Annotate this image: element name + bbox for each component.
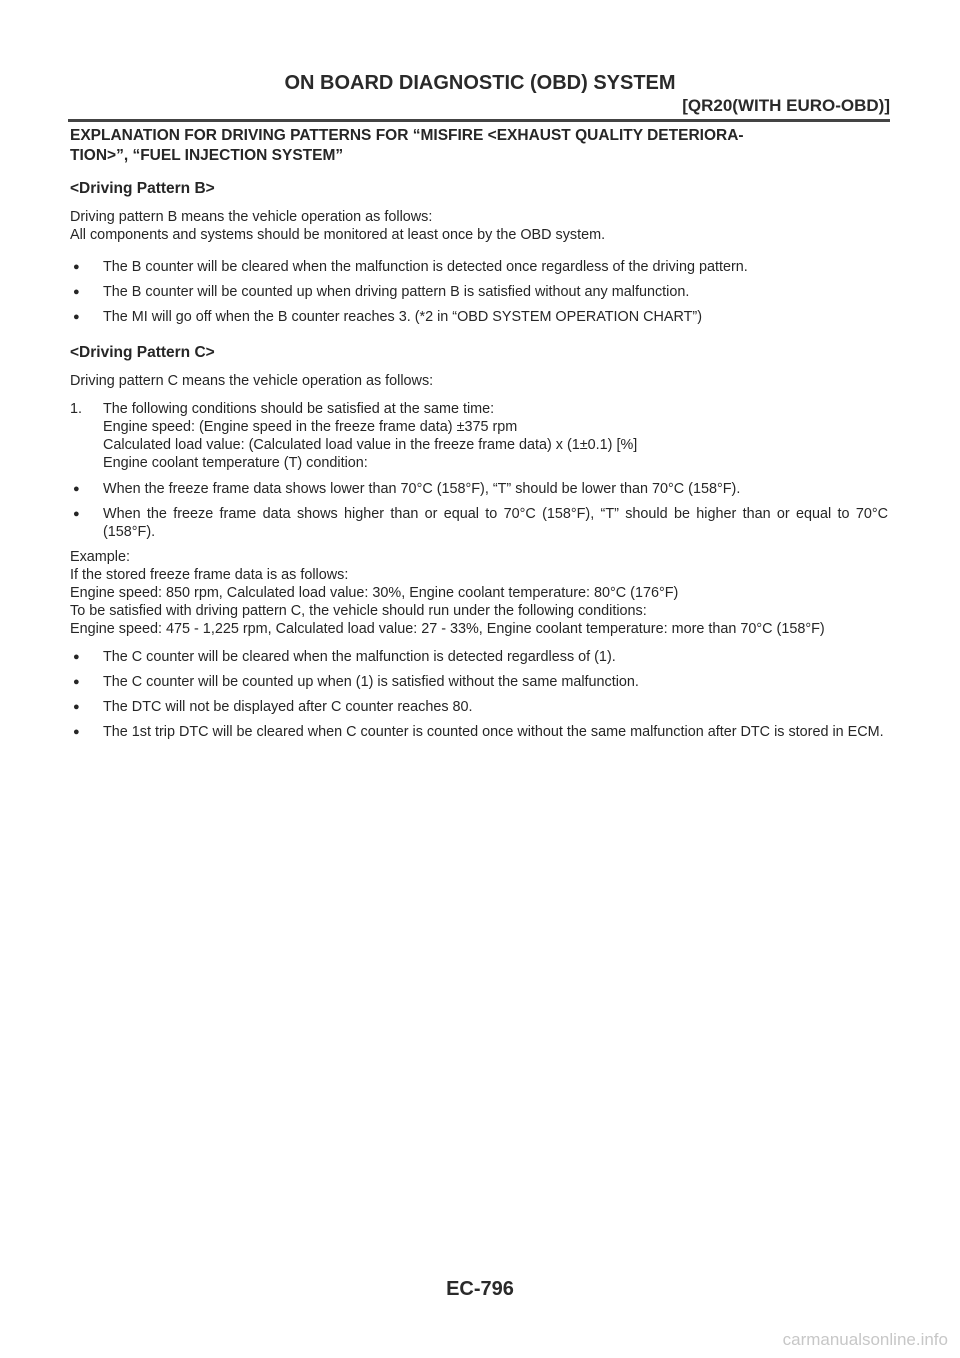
temp-condition-bullet bbox=[70, 480, 888, 498]
pattern-b-bullet-text: The B counter will be counted up when driving pattern B is satisfied without any malfunction. bbox=[103, 284, 690, 300]
step-1-line: Engine coolant temperature (T) condition: bbox=[103, 455, 368, 471]
pattern-b-intro-line-1: Driving pattern B means the vehicle operation as follows: bbox=[70, 209, 433, 225]
pattern-c-bullet-text: The 1st trip DTC will be cleared when C counter is counted once without the same malfunction after DTC is stored in ECM. bbox=[103, 724, 884, 740]
pattern-b-bullet bbox=[70, 258, 888, 276]
pattern-c-bullet-text: The C counter will be counted up when (1) is satisfied without the same malfunction. bbox=[103, 674, 639, 690]
step-1-line: Engine speed: (Engine speed in the freeze frame data) ±375 rpm bbox=[103, 419, 518, 435]
pattern-b-intro bbox=[70, 208, 888, 244]
example-label: Example: bbox=[70, 549, 130, 565]
page-content bbox=[70, 126, 888, 748]
bullet-icon: ● bbox=[73, 508, 80, 520]
section-title-line-2: TION>”, “FUEL INJECTION SYSTEM” bbox=[70, 147, 344, 164]
page-header-title: ON BOARD DIAGNOSTIC (OBD) SYSTEM bbox=[284, 72, 676, 94]
pattern-b-bullet-text: The B counter will be cleared when the malfunction is detected once regardless of the driving pattern. bbox=[103, 259, 748, 275]
section-title-line-1: EXPLANATION FOR DRIVING PATTERNS FOR “MISFIRE <EXHAUST QUALITY DETERIORA- bbox=[70, 127, 744, 144]
pattern-c-bullet bbox=[70, 723, 888, 741]
pattern-b-bullet bbox=[70, 308, 888, 326]
example-line: If the stored freeze frame data is as follows: bbox=[70, 567, 349, 583]
temp-condition-text: When the freeze frame data shows lower than 70°C (158°F), “T” should be lower than 70°C (158°F). bbox=[103, 481, 741, 497]
bullet-icon: ● bbox=[73, 286, 80, 298]
step-1-line: Calculated load value: (Calculated load value in the freeze frame data) x (1±0.1) [%] bbox=[103, 437, 638, 453]
page-header-subtitle: [QR20(WITH EURO-OBD)] bbox=[682, 96, 890, 115]
example-block bbox=[70, 548, 888, 638]
bullet-icon: ● bbox=[73, 311, 80, 323]
bullet-icon: ● bbox=[73, 483, 80, 495]
pattern-c-bullet-text: The C counter will be cleared when the malfunction is detected regardless of (1). bbox=[103, 649, 616, 665]
pattern-b-intro-line-2: All components and systems should be monitored at least once by the OBD system. bbox=[70, 227, 606, 243]
pattern-b-bullet bbox=[70, 283, 888, 301]
page-number: EC-796 bbox=[446, 1278, 514, 1300]
bullet-icon: ● bbox=[73, 651, 80, 663]
pattern-c-heading: <Driving Pattern C> bbox=[70, 344, 215, 361]
temp-condition-text: When the freeze frame data shows higher than or equal to 70°C (158°F), “T” should be higher than or equal to 70°C (158°F). bbox=[103, 506, 888, 540]
pattern-b-heading: <Driving Pattern B> bbox=[70, 180, 215, 197]
bullet-icon: ● bbox=[73, 726, 80, 738]
pattern-c-bullet bbox=[70, 698, 888, 716]
example-line: To be satisfied with driving pattern C, the vehicle should run under the following conditions: bbox=[70, 603, 647, 619]
step-1-line: The following conditions should be satisfied at the same time: bbox=[103, 401, 495, 417]
section-title bbox=[70, 126, 888, 166]
bullet-icon: ● bbox=[73, 701, 80, 713]
pattern-c-intro: Driving pattern C means the vehicle operation as follows: bbox=[70, 373, 434, 389]
bullet-icon: ● bbox=[73, 676, 80, 688]
bullet-icon: ● bbox=[73, 261, 80, 273]
pattern-b-bullet-text: The MI will go off when the B counter reaches 3. (*2 in “OBD SYSTEM OPERATION CHART”) bbox=[103, 309, 703, 325]
pattern-c-bullet bbox=[70, 648, 888, 666]
pattern-c-bullet-text: The DTC will not be displayed after C counter reaches 80. bbox=[103, 699, 473, 715]
pattern-c-step-1 bbox=[70, 400, 888, 472]
pattern-c-bullet bbox=[70, 673, 888, 691]
example-line: Engine speed: 850 rpm, Calculated load value: 30%, Engine coolant temperature: 80°C (176°F) bbox=[70, 585, 679, 601]
step-number: 1. bbox=[70, 401, 83, 417]
watermark: carmanualsonline.info bbox=[782, 1330, 948, 1349]
temp-condition-bullet bbox=[70, 505, 888, 541]
example-line: Engine speed: 475 - 1,225 rpm, Calculated load value: 27 - 33%, Engine coolant temperature: more than 70°C (158°F) bbox=[70, 621, 825, 637]
header-rule bbox=[68, 119, 890, 122]
